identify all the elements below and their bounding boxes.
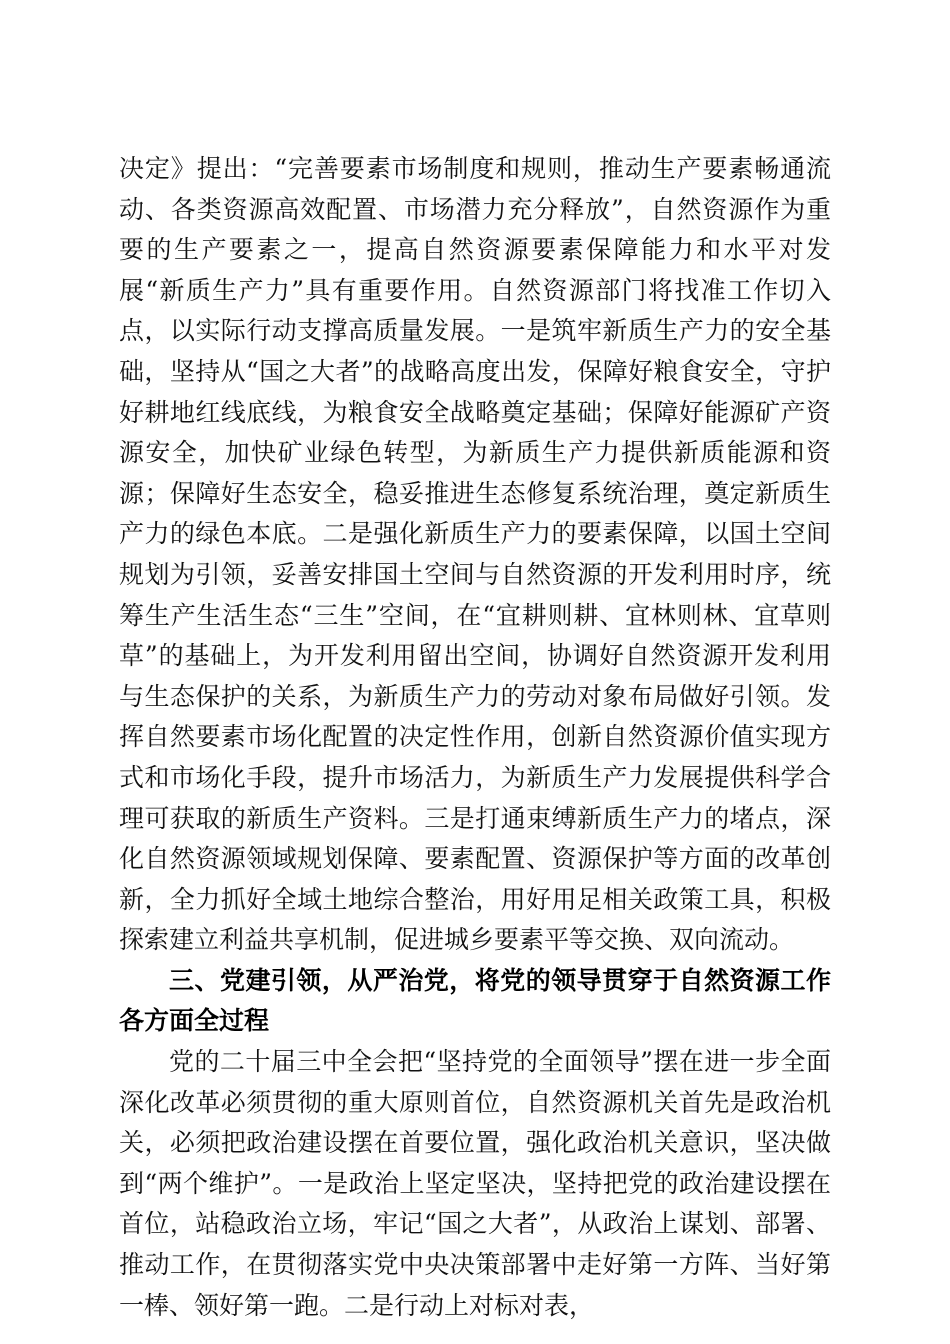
body-paragraph-2: 党的二十届三中全会把“坚持党的全面领导”摆在进一步全面深化改革必须贯彻的重大原则首位，自然资源机关首先是政治机关，必须把政治建设摆在首要位置，强化政治机关意识，坚决做到“两个维护”。一是政治上坚定坚决，坚持把党的政治建设摆在首位，站稳政治立场，牢记“国之大者”，从政治上谋划、部署、推动工作，在贯彻落实党中央决策部署中走好第一方阵、当好第一棒、领好第一跑。二是行动上对标对表， — [119, 1047, 831, 1320]
section-heading-3: 三、党建引领，从严治党，将党的领导贯穿于自然资源工作各方面全过程 — [119, 965, 831, 1036]
document-body — [119, 149, 831, 1326]
body-paragraph-1: 决定》提出：“完善要素市场制度和规则，推动生产要素畅通流动、各类资源高效配置、市场潜力充分释放”，自然资源作为重要的生产要素之一，提高自然资源要素保障能力和水平对发展“新质生产力”具有重要作用。自然资源部门将找准工作切入点，以实际行动支撑高质量发展。一是筑牢新质生产力的安全基础，坚持从“国之大者”的战略高度出发，保障好粮食安全，守护好耕地红线底线，为粮食安全战略奠定基础；保障好能源矿产资源安全，加快矿业绿色转型，为新质生产力提供新质能源和资源；保障好生态安全，稳妥推进生态修复系统治理，奠定新质生产力的绿色本底。二是强化新质生产力的要素保障，以国土空间规划为引领，妥善安排国土空间与自然资源的开发利用时序，统筹生产生活生态“三生”空间，在“宜耕则耕、宜林则林、宜草则草”的基础上，为开发利用留出空间，协调好自然资源开发利用与生态保护的关系，为新质生产力的劳动对象布局做好引领。发挥自然要素市场化配置的决定性作用，创新自然资源价值实现方式和市场化手段，提升市场活力，为新质生产力发展提供科学合理可获取的新质生产资料。三是打通束缚新质生产力的堵点，深化自然资源领域规划保障、要素配置、资源保护等方面的改革创新，全力抓好全域土地综合整治，用好用足相关政策工具，积极探索建立利益共享机制，促进城乡要素平等交换、双向流动。 — [119, 154, 831, 955]
